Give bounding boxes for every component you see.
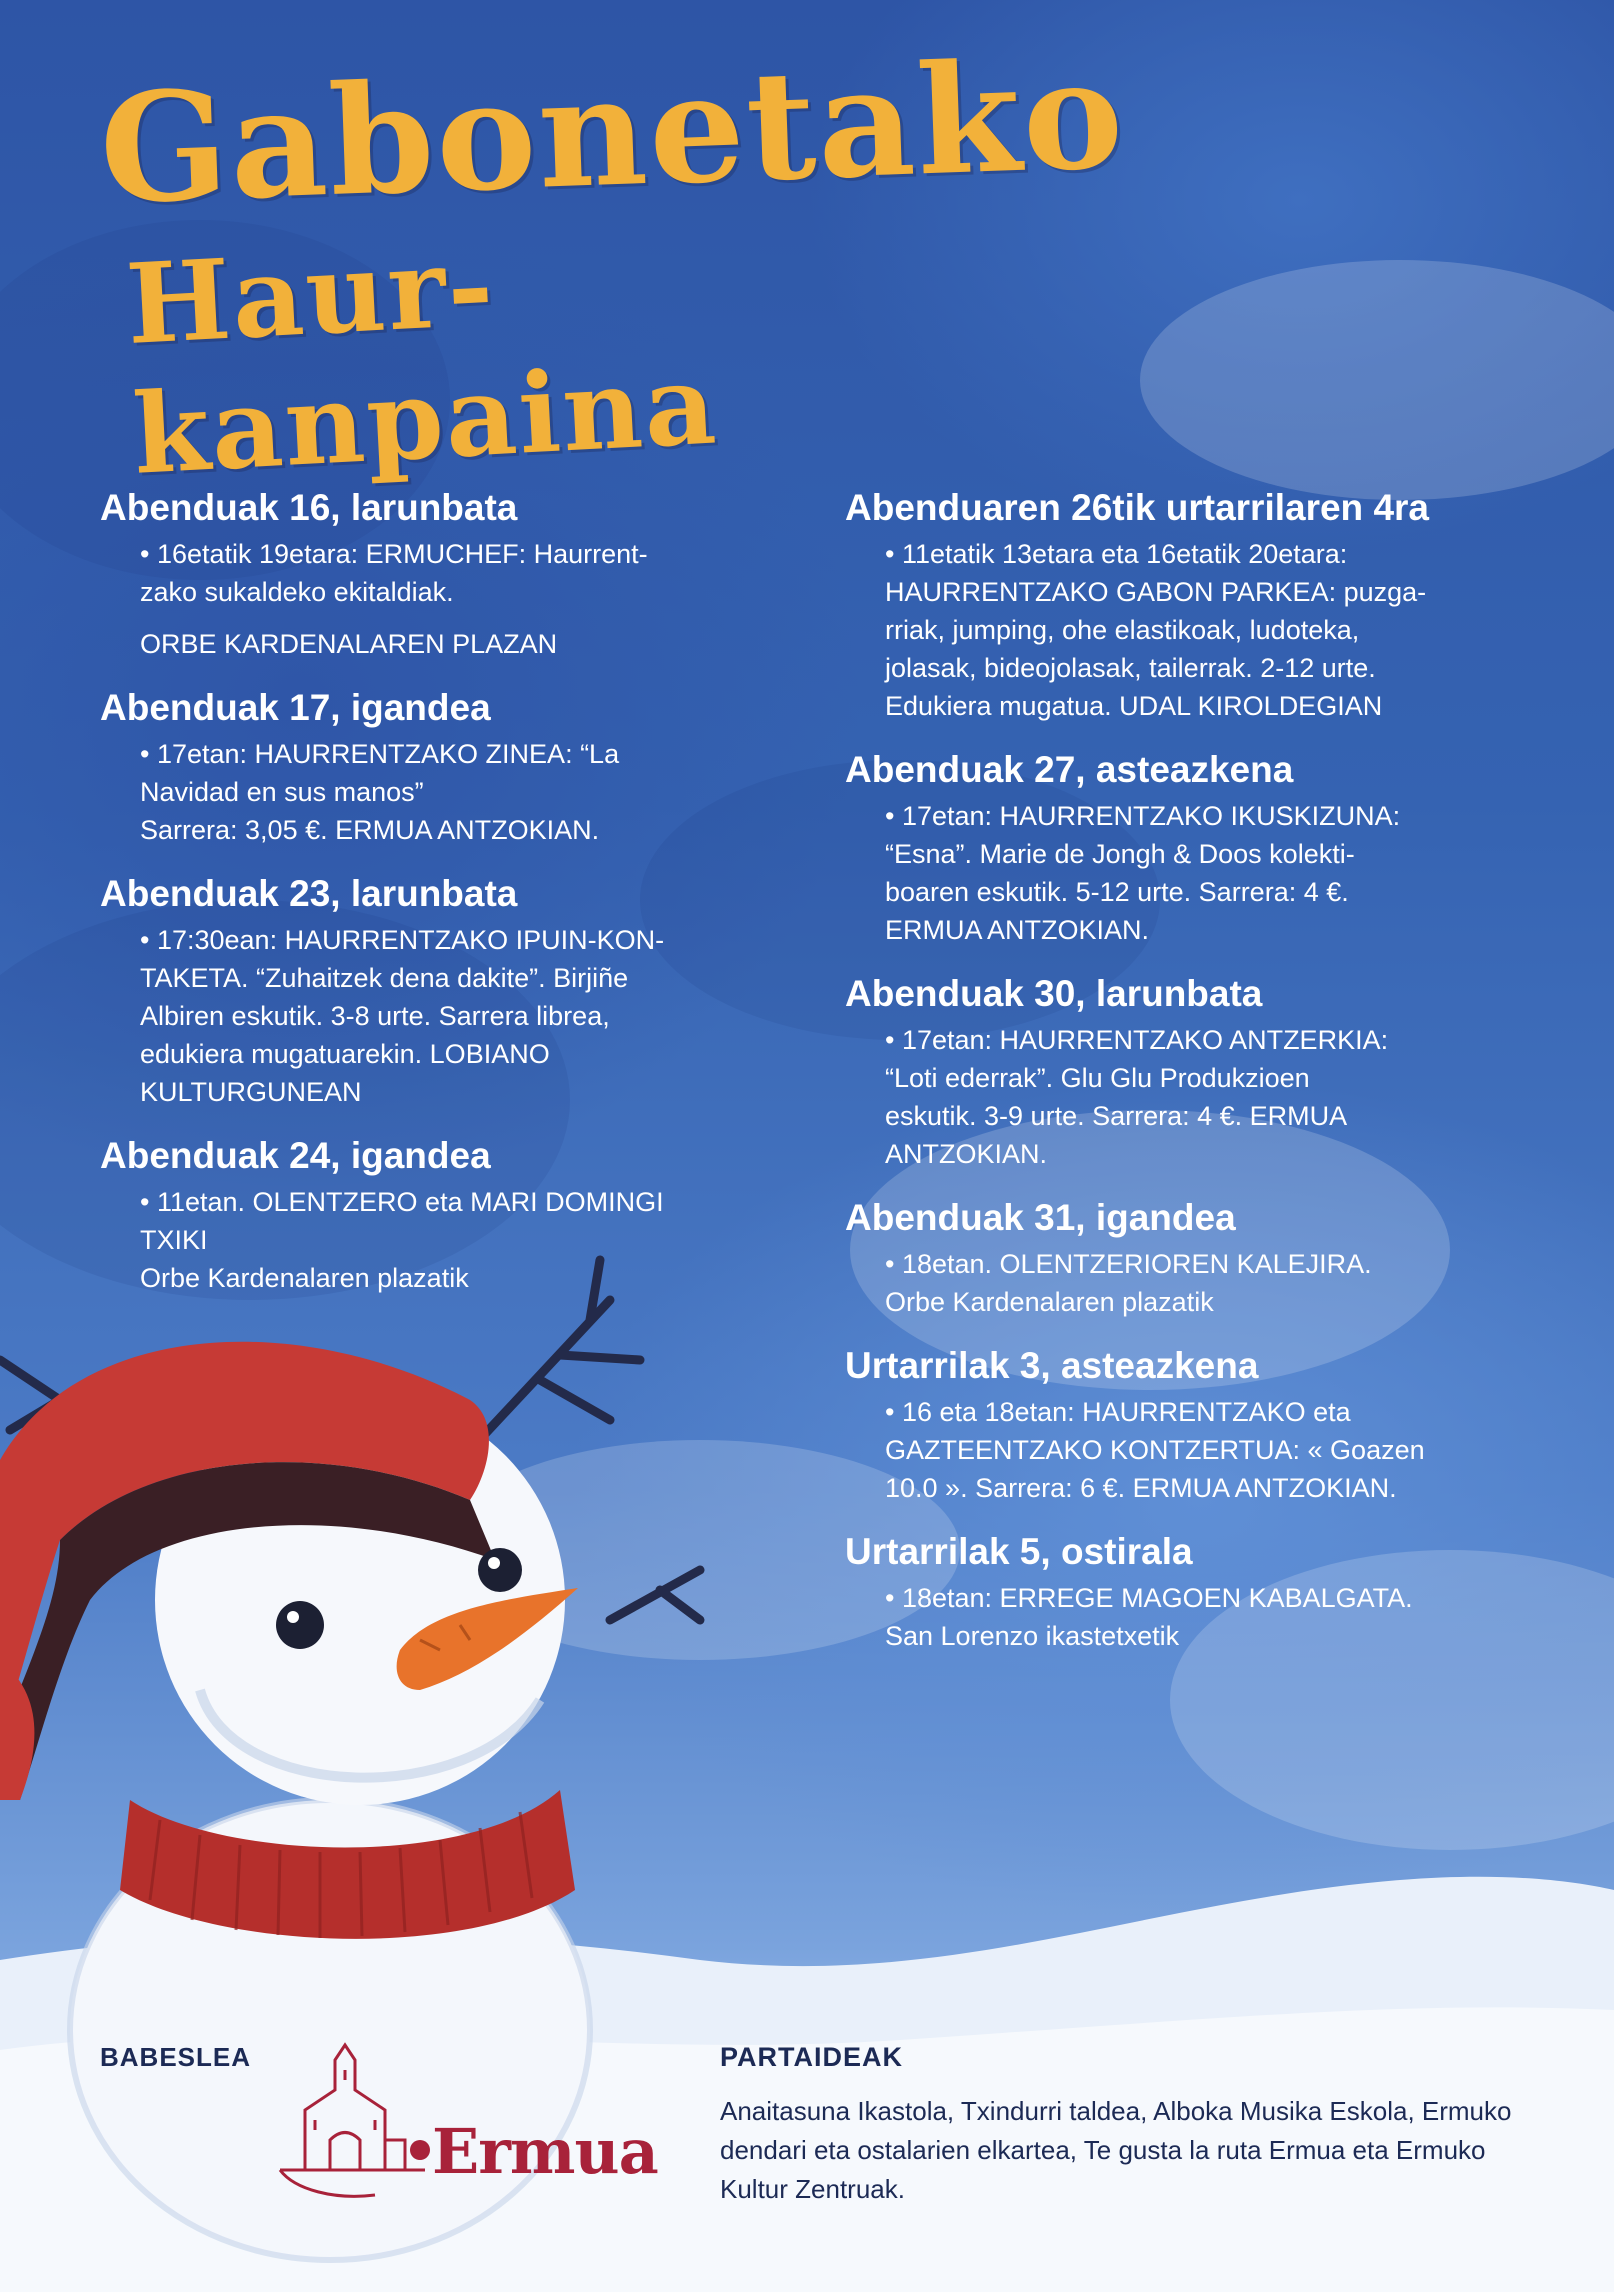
event-date: Urtarrilak 5, ostirala — [845, 1531, 1193, 1572]
event-description: • 17etan: HAURRENTZAKO IKUSKIZUNA: “Esna”. Marie de Jongh & Doos kolekti- boaren eskutik. 5-12 urte. Sarrera: 4 €. ERMUA ANTZOKIAN. — [885, 801, 1401, 945]
sponsor-label: BABESLEA — [100, 2042, 252, 2072]
event-date: Abenduaren 26tik urtarrilaren 4ra — [845, 487, 1429, 528]
poster-title — [96, 26, 1128, 500]
event-jan-3 — [845, 1343, 1565, 1507]
event-description: • 16 eta 18etan: HAURRENTZAKO eta GAZTEENTZAKO KONTZERTUA: « Goazen 10.0 ». Sarrera: 6 €. ERMUA ANTZOKIAN. — [885, 1397, 1425, 1503]
event-dec-17 — [100, 685, 800, 849]
event-description: • 17etan: HAURRENTZAKO ANTZERKIA: “Loti ederrak”. Glu Glu Produkzioen eskutik. 3-9 urte. Sarrera: 4 €. ERMUA ANTZOKIAN. — [885, 1025, 1389, 1169]
event-date: Abenduak 24, igandea — [100, 1135, 491, 1176]
event-date: Abenduak 30, larunbata — [845, 973, 1263, 1014]
event-dec-23 — [100, 871, 800, 1111]
event-date: Abenduak 27, asteazkena — [845, 749, 1294, 790]
event-dec-27 — [845, 747, 1565, 949]
event-description: • 16etatik 19etara: ERMUCHEF: Haurrent- zako sukaldeko ekitaldiak. — [140, 539, 648, 607]
event-description: • 11etan. OLENTZERO eta MARI DOMINGI TXIKI Orbe Kardenalaren plazatik — [140, 1187, 664, 1293]
title-line-1: Gabonetako — [96, 26, 1128, 238]
event-dec-16 — [100, 485, 800, 663]
event-date: Abenduak 17, igandea — [100, 687, 491, 728]
event-location: ORBE KARDENALAREN PLAZAN — [140, 629, 558, 659]
ermua-logo-text: Ermua — [432, 2115, 658, 2188]
event-date: Urtarrilak 3, asteazkena — [845, 1345, 1259, 1386]
event-date: Abenduak 31, igandea — [845, 1197, 1236, 1238]
event-description: • 17etan: HAURRENTZAKO ZINEA: “La Navidad en sus manos” Sarrera: 3,05 €. ERMUA ANTZOKIAN. — [140, 739, 620, 845]
participants-list: Anaitasuna Ikastola, Txindurri taldea, Alboka Musika Eskola, Ermuko dendari eta ostalarien elkartea, Te gusta la ruta Ermua eta Ermuko Kultur Zentruak. — [720, 2096, 1512, 2204]
participants-label: PARTAIDEAK — [720, 2042, 903, 2072]
event-dec-26-jan-4 — [845, 485, 1565, 725]
title-line-2: Haur-kanpaina — [123, 220, 721, 499]
event-jan-5 — [845, 1529, 1565, 1655]
event-dec-31 — [845, 1195, 1565, 1321]
event-description: • 18etan: ERREGE MAGOEN KABALGATA. San Lorenzo ikastetxetik — [885, 1583, 1413, 1651]
events-left-column — [100, 485, 800, 1319]
event-description: • 18etan. OLENTZERIOREN KALEJIRA. Orbe Kardenalaren plazatik — [885, 1249, 1372, 1317]
event-description: • 11etatik 13etara eta 16etatik 20etara: HAURRENTZAKO GABON PARKEA: puzga- rriak, jumping, ohe elastikoak, ludoteka, jolasak, bideojolasak, tailerrak. 2-12 urte. Edukiera mugatua. UDAL KIROLDEGIAN — [885, 539, 1427, 721]
event-dec-24 — [100, 1133, 800, 1297]
event-date: Abenduak 16, larunbata — [100, 487, 518, 528]
event-description: • 17:30ean: HAURRENTZAKO IPUIN-KON- TAKETA. “Zuhaitzek dena dakite”. Birjiñe Albiren eskutik. 3-8 urte. Sarrera librea, edukiera mugatuarekin. LOBIANO KULTURGUNEAN — [140, 925, 665, 1107]
event-date: Abenduak 23, larunbata — [100, 873, 518, 914]
event-dec-30 — [845, 971, 1565, 1173]
events-right-column — [845, 485, 1565, 1677]
